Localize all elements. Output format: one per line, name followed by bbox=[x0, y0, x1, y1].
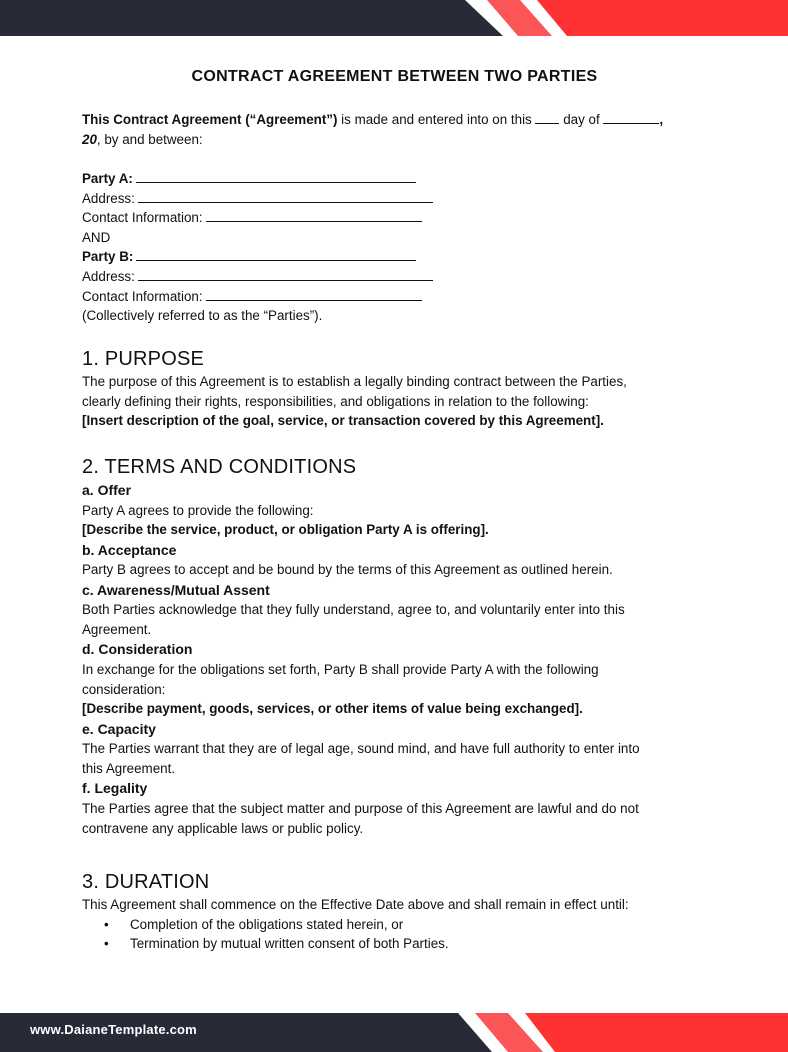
legality-heading: f. Legality bbox=[82, 780, 148, 797]
capacity-heading: e. Capacity bbox=[82, 720, 156, 737]
section-terms: 2. TERMS AND CONDITIONS a. Offer Party A agrees to provide the following: [Describe the service, product, or obligation Party A is offering]. b. Acceptance Party B agrees to accept and be bound by the terms of this Agreement as outlined herein. c. Awareness/Mutual Assent Both Parties acknowledge that they fully understand, agree to, and voluntarily enter into this Agreement. d. Consideration In exchange for the obligations set forth, Party B shall provide Party A with the following consideration: [Describe payment, goods, services, or other items of value being exchanged]. e. Capacity The Parties warrant that they are of legal age, sound mind, and have full authority to enter into this Agreement. f. Legality The Parties agree that the subject matter and purpose of this Agreement are lawful and do not contravene any applicable laws or public policy. bbox=[82, 454, 707, 838]
footer-band bbox=[0, 1013, 788, 1052]
purpose-placeholder: [Insert description of the goal, service, or transaction covered by this Agreement]. bbox=[82, 413, 604, 429]
contact-a-row: Contact Information: bbox=[82, 208, 707, 228]
awareness-heading: c. Awareness/Mutual Assent bbox=[82, 581, 270, 598]
collective-note: (Collectively referred to as the “Parties”). bbox=[82, 308, 323, 324]
contact-b-field[interactable] bbox=[206, 287, 422, 301]
duration-heading: 3. DURATION bbox=[82, 871, 210, 893]
year-prefix: 20 bbox=[82, 131, 97, 147]
parties-block bbox=[82, 169, 707, 326]
purpose-heading: 1. PURPOSE bbox=[82, 348, 205, 370]
consideration-placeholder: [Describe payment, goods, services, or other items of value being exchanged]. bbox=[82, 701, 583, 717]
header-band bbox=[0, 0, 788, 36]
day-blank[interactable] bbox=[535, 110, 559, 124]
duration-list bbox=[82, 915, 707, 954]
section-purpose: 1. PURPOSE The purpose of this Agreement is to establish a legally binding contract between the Parties, clearly defining their rights, responsibilities, and obligations in relation to the following: [Insert description of the goal, service, or transaction covered by this Agreement]. bbox=[82, 346, 707, 431]
party-a-field[interactable] bbox=[136, 169, 416, 183]
document-title: CONTRACT AGREEMENT BETWEEN TWO PARTIES bbox=[191, 68, 598, 85]
party-a-row: Party A: bbox=[82, 169, 707, 189]
section-duration: 3. DURATION This Agreement shall commence on the Effective Date above and shall remain in effect until: • Completion of the obligations stated herein, or • Termination by mutual written consent of both Parties. bbox=[82, 869, 707, 954]
list-item: • Termination by mutual written consent of both Parties. bbox=[82, 934, 707, 954]
acceptance-heading: b. Acceptance bbox=[82, 541, 177, 558]
intro-bold: This Contract Agreement (“Agreement”) bbox=[82, 112, 338, 127]
offer-placeholder: [Describe the service, product, or obligation Party A is offering]. bbox=[82, 522, 489, 538]
address-b-row: Address: bbox=[82, 267, 707, 287]
contact-b-row: Contact Information: bbox=[82, 287, 707, 307]
list-item: • Completion of the obligations stated herein, or bbox=[82, 915, 707, 935]
terms-heading: 2. TERMS AND CONDITIONS bbox=[82, 456, 357, 478]
and-label: AND bbox=[82, 229, 111, 245]
offer-heading: a. Offer bbox=[82, 482, 132, 498]
consideration-heading: d. Consideration bbox=[82, 641, 193, 658]
address-a-row: Address: bbox=[82, 189, 707, 209]
month-blank[interactable] bbox=[603, 110, 659, 124]
header-stripes-graphic bbox=[0, 0, 788, 36]
party-b-row: Party B: bbox=[82, 247, 707, 267]
contact-a-field[interactable] bbox=[206, 208, 422, 222]
address-a-field[interactable] bbox=[138, 189, 433, 203]
address-b-field[interactable] bbox=[138, 267, 433, 281]
footer-website-link[interactable]: www.DaianeTemplate.com bbox=[30, 1022, 197, 1037]
intro-paragraph: This Contract Agreement (“Agreement”) is made and entered into on this day of , 20, by and between: bbox=[82, 112, 664, 147]
party-b-field[interactable] bbox=[136, 247, 416, 261]
